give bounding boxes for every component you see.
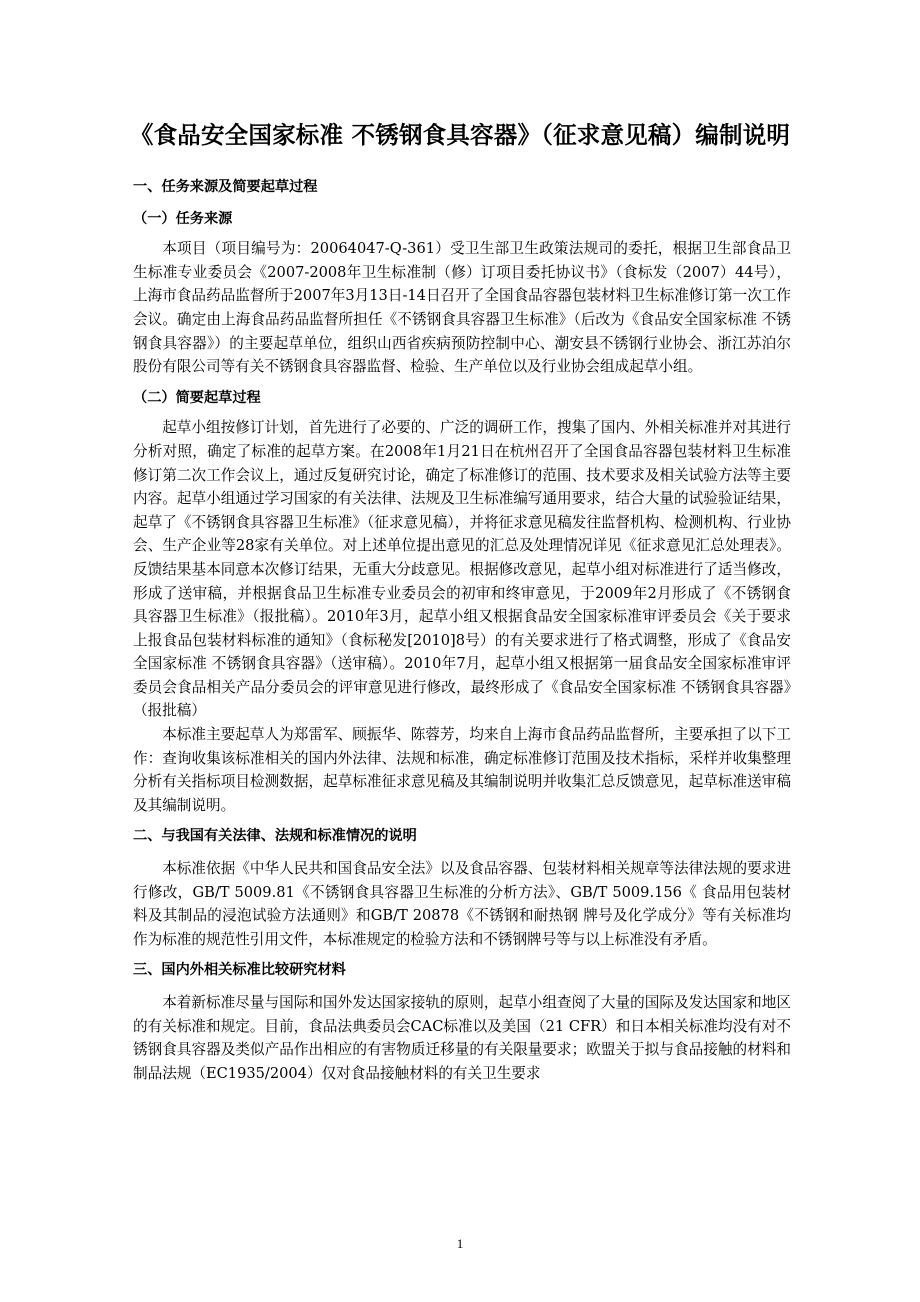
document-title: 《食品安全国家标准 不锈钢食具容器》（征求意见稿）编制说明 — [129, 121, 791, 149]
section-1-1-paragraph: 本项目（项目编号为：20064047-Q-361）受卫生部卫生政策法规司的委托，根据卫生部食品卫生标准专业委员会《2007-2008年卫生标准制（修）订项目委托协议书》（食标发（2007）44号），上海市食品药品监督所于2007年3月13日-14日召开了全国食品容器包装材料卫生标准修订第一次工作会议。确定由上海食品药品监督所担任《不锈钢食具容器卫生标准》（后改为《食品安全国家标准 不锈钢食具容器》）的主要起草单位，组织山西省疾病预防控制中心、潮安县不锈钢行业协会、浙江苏泊尔股份有限公司等有关不锈钢食具容器监督、检验、生产单位以及行业协会组成起草小组。 — [133, 240, 791, 376]
section-1-2-heading: （二）简要起草过程 — [133, 389, 261, 406]
page-number: 1 — [456, 1236, 464, 1251]
section-3-heading: 三、国内外相关标准比较研究材料 — [133, 962, 346, 979]
section-1-heading: 一、任务来源及简要起草过程 — [133, 179, 318, 195]
section-1-2-paragraph-2: 本标准主要起草人为郑雷军、顾振华、陈蓉芳，均来自上海市食品药品监督所，主要承担了以下工作：查询收集该标准相关的国内外法律、法规和标准，确定标准修订范围及技术指标，采样并收集整理分析有关指标项目检测数据，起草标准征求意见稿及其编制说明并收集汇总反馈意见，起草标准送审稿及其编制说明。 — [133, 726, 791, 814]
section-2-paragraph: 本标准依据《中华人民共和国食品安全法》以及食品容器、包装材料相关规章等法律法规的要求进行修改，GB/T 5009.81《不锈钢食具容器卫生标准的分析方法》、GB/T 5009.156《 食品用包装材料及其制品的浸泡试验方法通则》和GB/T 20878《不锈钢和耐热钢 牌号及化学成分》等有关标准均作为标准的规范性引用文件，本标准规定的检验方法和不锈钢牌号等与以上标准没有矛盾。 — [133, 860, 791, 948]
section-3-paragraph: 本着新标准尽量与国际和国外发达国家接轨的原则，起草小组查阅了大量的国际及发达国家和地区的有关标准和规定。目前，食品法典委员会CAC标准以及美国（21 CFR）和日本相关标准均没有对不锈钢食具容器及类似产品作出相应的有害物质迁移量的有关限量要求；欧盟关于拟与食品接触的材料和制品法规（EC1935/2004）仅对食品接触材料的有关卫生要求 — [133, 994, 791, 1082]
section-1-1-heading: （一）任务来源 — [133, 210, 233, 227]
document-body — [133, 176, 791, 1085]
section-2-heading: 二、与我国有关法律、法规和标准情况的说明 — [133, 828, 417, 845]
section-1-2-paragraph-1: 起草小组按修订计划，首先进行了必要的、广泛的调研工作，搜集了国内、外相关标准并对其进行分析对照，确定了标准的起草方案。在2008年1月21日在杭州召开了全国食品容器包装材料卫生标准修订第二次工作会议上，通过反复研究讨论，确定了标准修订的范围、技术要求及相关试验方法等主要内容。起草小组通过学习国家的有关法律、法规及卫生标准编写通用要求，结合大量的试验验证结果，起草了《不锈钢食具容器卫生标准》（征求意见稿），并将征求意见稿发往监督机构、检测机构、行业协会、生产企业等28家有关单位。对上述单位提出意见的汇总及处理情况详见《征求意见汇总处理表》。反馈结果基本同意本次修订结果，无重大分歧意见。根据修改意见，起草小组对标准进行了适当修改，形成了送审稿，并根据食品卫生标准专业委员会的初审和终审意见，于2009年2月形成了《不锈钢食具容器卫生标准》（报批稿）。2010年3月，起草小组又根据食品安全国家标准审评委员会《关于要求上报食品包装材料标准的通知》（食标秘发[2010]8号）的有关要求进行了格式调整，形成了《食品安全国家标准 不锈钢食具容器》（送审稿）。2010年7月，起草小组又根据第一届食品安全国家标准审评委员会食品相关产品分委员会的评审意见进行修改，最终形成了《食品安全国家标准 不锈钢食具容器》（报批稿） — [133, 419, 791, 720]
